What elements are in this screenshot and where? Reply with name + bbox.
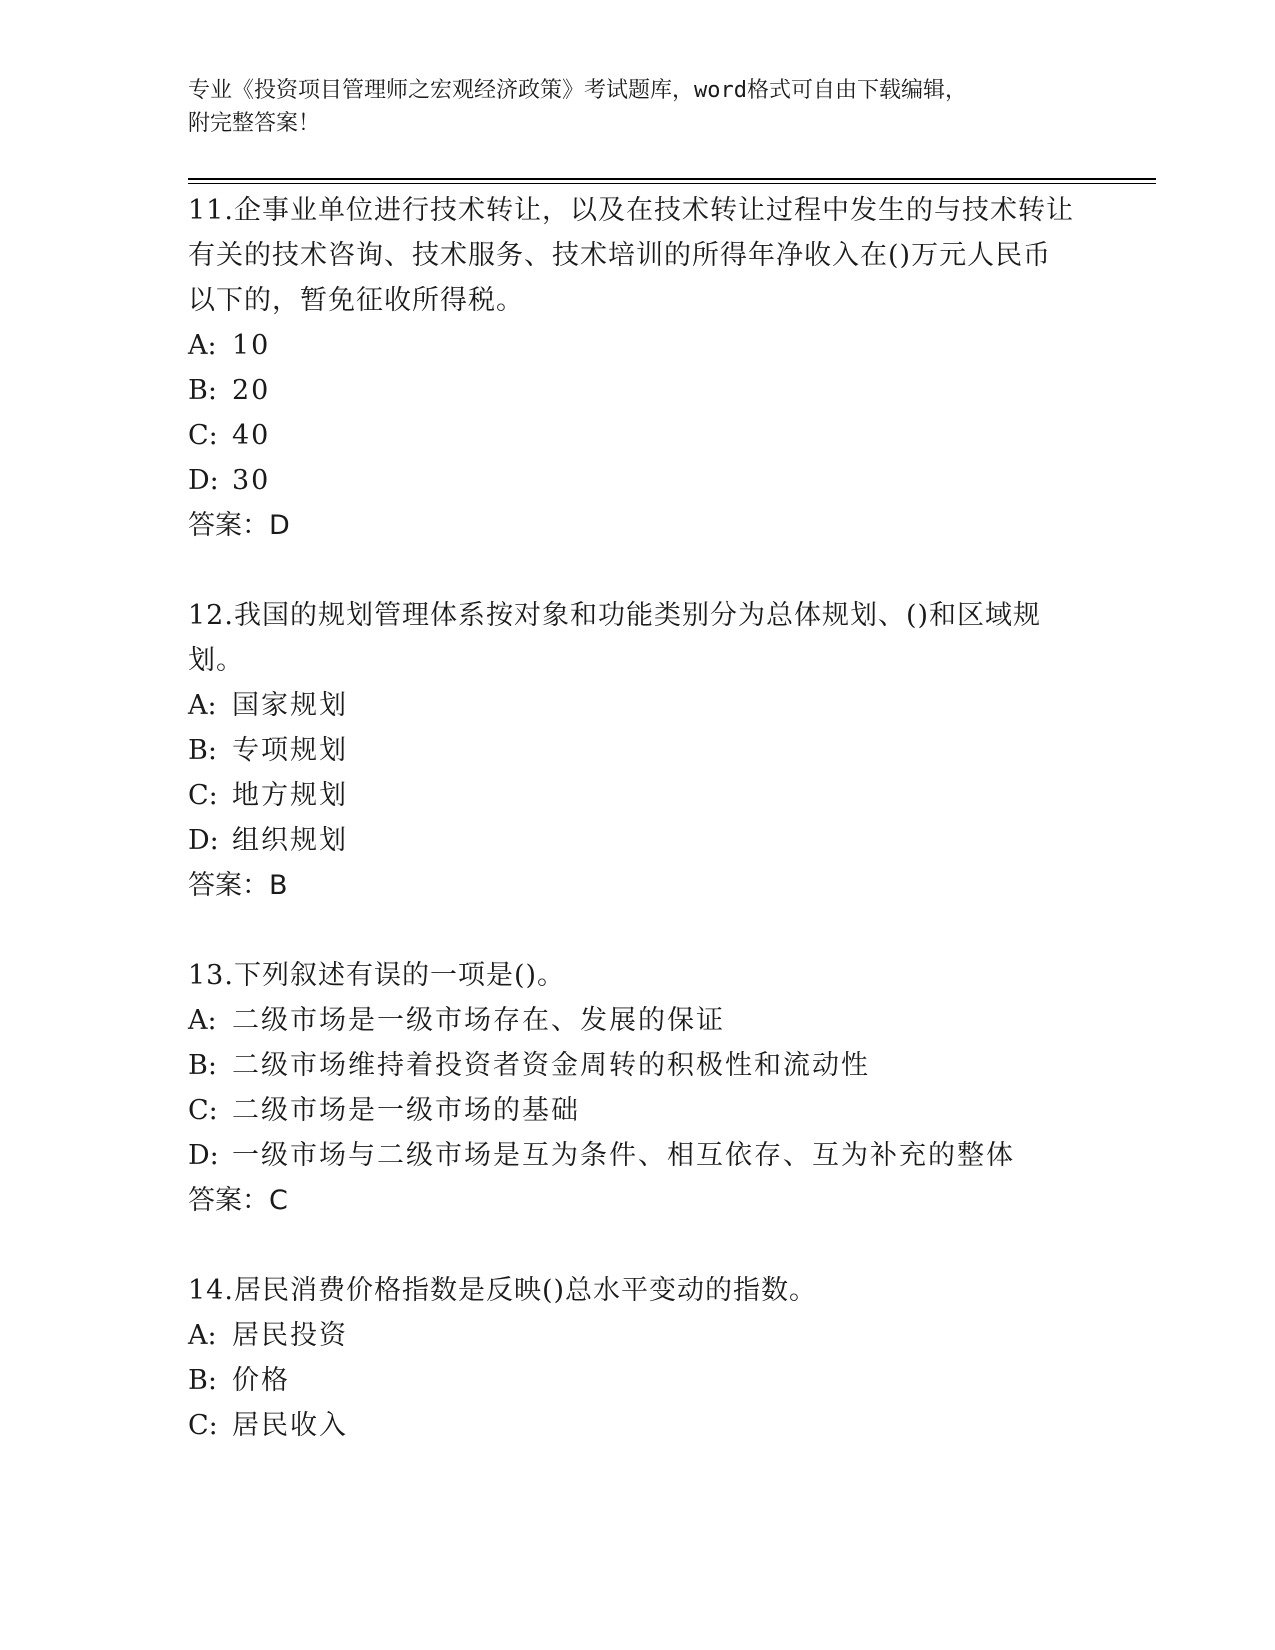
option-label: D: [188,825,219,856]
option-text: 二级市场是一级市场的基础 [232,1095,580,1126]
question-11 [188,188,1088,548]
document-header [188,74,1088,140]
question-stem: 14.居民消费价格指数是反映()总水平变动的指数。 [188,1275,818,1306]
option-text: 国家规划 [232,690,348,721]
option-d [188,1133,1088,1178]
option-label: B: [188,1050,217,1081]
option-label: B: [188,735,217,766]
option-text: 二级市场维持着投资者资金周转的积极性和流动性 [232,1050,870,1081]
question-stem: 12.我国的规划管理体系按对象和功能类别分为总体规划、()和区域规划。 [188,600,1042,676]
option-c [188,1088,1088,1133]
option-text: 地方规划 [232,780,348,811]
option-text: 居民投资 [232,1320,348,1351]
option-label: D: [188,465,219,496]
option-label: B: [188,1365,217,1396]
option-label: C: [188,420,218,451]
option-d [188,818,1088,863]
answer-line: 答案：D [188,510,290,541]
question-12 [188,593,1088,908]
option-text: 二级市场是一级市场存在、发展的保证 [232,1005,725,1036]
option-label: A: [188,1320,217,1351]
option-label: A: [188,1005,217,1036]
option-text: 居民收入 [232,1410,348,1441]
option-text: 一级市场与二级市场是互为条件、相互依存、互为补充的整体 [232,1140,1015,1171]
question-list [188,188,1088,1448]
option-a [188,998,1088,1043]
option-text: 组织规划 [232,825,348,856]
option-label: C: [188,1410,218,1441]
header-divider-thin [188,183,1156,184]
option-label: D: [188,1140,219,1171]
header-divider-thick [188,178,1156,180]
question-stem: 11.企事业单位进行技术转让，以及在技术转让过程中发生的与技术转让有关的技术咨询、技术服务、技术培训的所得年净收入在()万元人民币以下的，暂免征收所得税。 [188,195,1074,316]
option-text: 10 [232,330,271,361]
option-text: 价格 [232,1365,290,1396]
option-label: A: [188,690,217,721]
question-spacer [188,908,1088,953]
option-c [188,1403,1088,1448]
option-a [188,683,1088,728]
header-line-2: 附完整答案！ [188,111,321,136]
question-14 [188,1268,1088,1448]
option-label: A: [188,330,217,361]
option-text: 专项规划 [232,735,348,766]
question-13 [188,953,1088,1223]
answer-line: 答案：B [188,870,288,901]
option-c [188,413,1088,458]
option-b [188,1043,1088,1088]
option-text: 20 [232,375,271,406]
option-a [188,323,1088,368]
option-label: C: [188,780,218,811]
option-c [188,773,1088,818]
option-d [188,458,1088,503]
question-spacer [188,1223,1088,1268]
option-label: B: [188,375,217,406]
question-spacer [188,548,1088,593]
question-stem: 13.下列叙述有误的一项是()。 [188,960,566,991]
option-b [188,1358,1088,1403]
option-b [188,368,1088,413]
option-text: 40 [232,420,271,451]
option-label: C: [188,1095,218,1126]
option-b [188,728,1088,773]
option-text: 30 [232,465,271,496]
option-a [188,1313,1088,1358]
header-line-1: 专业《投资项目管理师之宏观经济政策》考试题库，word格式可自由下载编辑， [188,78,967,103]
answer-line: 答案：C [188,1185,288,1216]
